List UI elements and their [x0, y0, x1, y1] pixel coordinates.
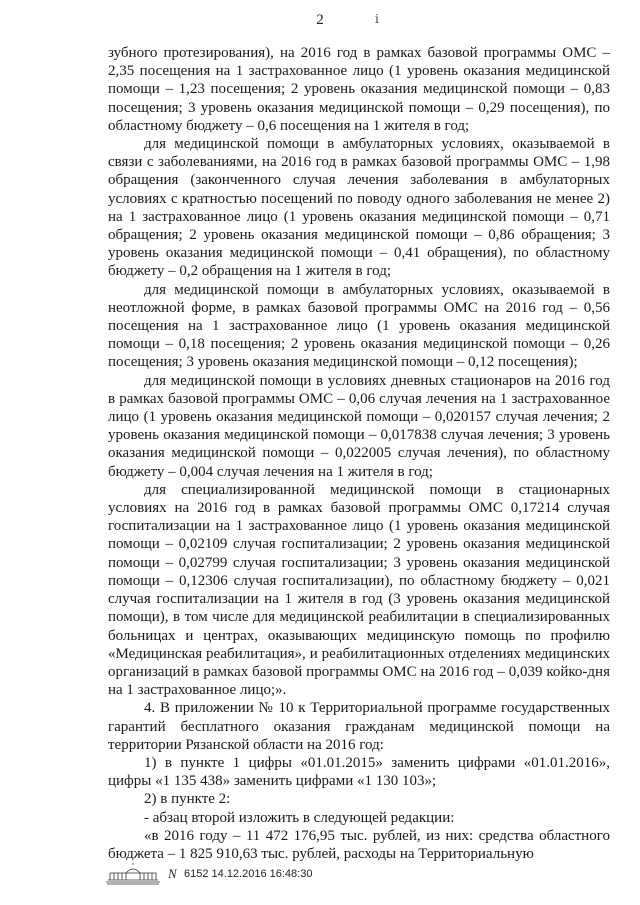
document-stamp: 6152 14.12.2016 16:48:30: [184, 868, 313, 880]
document-body: [108, 44, 610, 863]
paragraph-7: 1) в пункте 1 цифры «01.01.2015» заменить цифрами «01.01.2016», цифры «1 135 438» заменить цифрами «1 130 103»;: [108, 754, 610, 790]
paragraph-6: 4. В приложении № 10 к Территориальной программе государственных гарантий бесплатного оказания гражданам медицинской помощи на территории Рязанской области на 2016 год:: [108, 700, 610, 753]
page-number-text: 2: [316, 12, 324, 28]
document-mark: N: [168, 866, 177, 881]
paragraph-8: 2) в пункте 2:: [144, 791, 231, 808]
building-logo-icon: [104, 862, 162, 886]
page-number: [0, 12, 640, 29]
paragraph-2: для медицинской помощи в амбулаторных условиях, оказываемой в связи с заболеваниями, на 2016 год в рамках базовой программы ОМС – 1,98 обращения (законченного случая лечения заболевания в амбулаторных условиях с кратностью посещений по поводу одного заболевания не менее 2) на 1 застрахованное лицо (1 уровень оказания медицинской помощи – 0,71 обращения; 2 уровень оказания медицинской помощи – 0,86 обращения; 3 уровень оказания медицинской помощи – 0,41 обращения), по областному бюджету – 0,2 обращения на 1 жителя в год;: [108, 136, 610, 280]
margin-mark: ⅰ: [375, 12, 379, 26]
paragraph-5: для специализированной медицинской помощи в стационарных условиях на 2016 год в рамках базовой программы ОМС 0,17214 случая госпитализации на 1 застрахованное лицо (1 уровень оказания медицинской помощи – 0,02109 случая госпитализации; 2 уровень оказания медицинской помощи – 0,02799 случая госпитализации; 3 уровень оказания медицинской помощи – 0,12306 случая госпитализации), по областному бюджету – 0,021 случая госпитализации на 1 жителя в год (3 уровень оказания медицинской помощи), в том числе для медицинской реабилитации в специализированных больницах и центрах, оказывающих медицинскую помощь по профилю «Медицинская реабилитация», и реабилитационных отделениях медицинских организаций в рамках базовой программы ОМС на 2016 год – 0,039 койко-дня на 1 застрахованное лицо;».: [108, 481, 610, 699]
paragraph-9: - абзац второй изложить в следующей редакции:: [144, 809, 455, 826]
paragraph-10: «в 2016 году – 11 472 176,95 тыс. рублей, из них: средства областного бюджета – 1 825 910,63 тыс. рублей, расходы на Территориальную: [108, 827, 610, 862]
paragraph-1: зубного протезирования), на 2016 год в рамках базовой программы ОМС – 2,35 посещения на 1 застрахованное лицо (1 уровень оказания медицинской помощи – 1,23 посещения; 2 уровень оказания медицинской помощи – 0,83 посещения; 3 уровень оказания медицинской помощи – 0,29 посещения), по областному бюджету – 0,6 посещения на 1 жителя в год;: [108, 45, 610, 134]
document-footer: [104, 862, 624, 886]
paragraph-4: для медицинской помощи в условиях дневных стационаров на 2016 год в рамках базовой программы ОМС – 0,06 случая лечения на 1 застрахованное лицо (1 уровень оказания медицинской помощи – 0,020157 случая лечения; 2 уровень оказания медицинской помощи – 0,017838 случая лечения; 3 уровень оказания медицинской помощи – 0,022005 случая лечения), по областному бюджету – 0,004 случая лечения на 1 жителя в год;: [108, 372, 610, 480]
paragraph-3: для медицинской помощи в амбулаторных условиях, оказываемой в неотложной форме, в рамках базовой программы ОМС на 2016 год – 0,56 посещения на 1 застрахованное лицо (1 уровень оказания медицинской помощи – 0,18 посещения; 2 уровень оказания медицинской помощи – 0,26 посещения; 3 уровень оказания медицинской помощи – 0,12 посещения);: [108, 281, 610, 371]
